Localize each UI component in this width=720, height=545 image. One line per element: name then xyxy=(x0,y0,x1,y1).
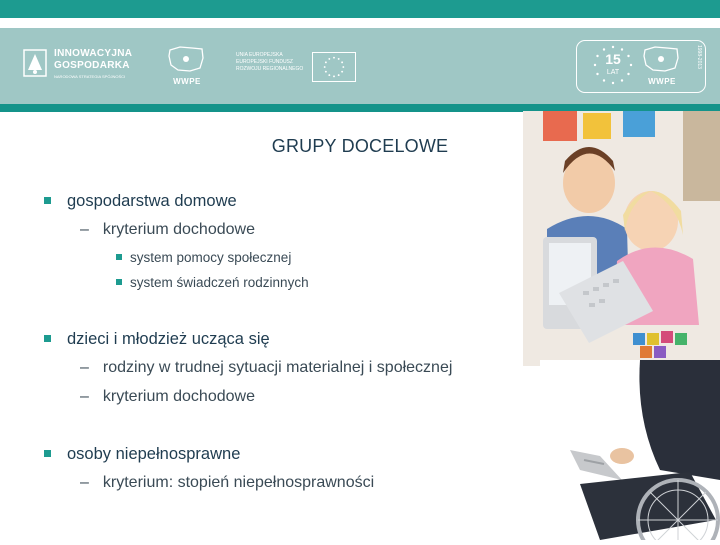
subitem xyxy=(80,359,452,377)
badge-wwpe-logo xyxy=(637,44,687,90)
subitem-label: kryterium: stopień niepełnosprawności xyxy=(102,474,375,491)
poland-map-icon xyxy=(166,44,206,74)
dash-bullet-icon: – xyxy=(80,388,89,405)
children-at-computer-photo xyxy=(523,111,720,366)
subitem-label: kryterium dochodowe xyxy=(102,221,255,238)
section-label: dzieci i młodzież ucząca się xyxy=(67,330,270,348)
subitem xyxy=(80,221,255,239)
wwpe-label: WWPE xyxy=(173,77,201,86)
subitem-label: kryterium dochodowe xyxy=(102,388,255,405)
section-label: osoby niepełnosprawne xyxy=(67,445,241,463)
ig-line2: GOSPODARKA xyxy=(54,60,130,71)
section-label: gospodarstwa domowe xyxy=(67,192,237,210)
wwpe-logo xyxy=(162,44,212,90)
subitem-label: rodziny w trudnej sytuacji materialnej i społecznej xyxy=(102,359,453,376)
section-youth xyxy=(44,330,270,349)
eu-flag-icon xyxy=(312,52,356,82)
eu-line2: EUROPEJSKI FUNDUSZ xyxy=(236,59,293,65)
poland-map-icon xyxy=(641,44,681,74)
point xyxy=(116,250,291,265)
dash-bullet-icon: – xyxy=(80,474,89,491)
eu-fund-logo xyxy=(236,52,358,86)
innowacyjna-gospodarka-logo xyxy=(22,44,152,88)
eu-line1: UNIA EUROPEJSKA xyxy=(236,52,283,58)
point xyxy=(116,275,309,290)
square-bullet-icon xyxy=(44,335,51,342)
wheelchair-laptop-photo xyxy=(540,360,720,540)
fifteen-years-emblem xyxy=(591,43,635,89)
section-disabled xyxy=(44,445,240,464)
badge-years: 1998-2013 xyxy=(696,45,702,69)
top-stripe xyxy=(0,0,720,18)
ig-line3: NARODOWA STRATEGIA SPÓJNOŚCI xyxy=(54,74,126,79)
section-household xyxy=(44,192,237,211)
subitem xyxy=(80,474,374,492)
dash-bullet-icon: – xyxy=(80,359,89,376)
badge-lat: LAT xyxy=(606,69,620,76)
square-bullet-icon xyxy=(116,254,122,260)
square-bullet-icon xyxy=(44,450,51,457)
eu-line3: ROZWOJU REGIONALNEGO xyxy=(236,66,304,72)
slide-title: GRUPY DOCELOWE xyxy=(271,136,449,156)
point-label: system pomocy społecznej xyxy=(130,250,292,265)
ig-mark-icon xyxy=(22,48,48,78)
subitem xyxy=(80,388,255,406)
square-bullet-icon xyxy=(116,279,122,285)
point-label: system świadczeń rodzinnych xyxy=(130,275,309,290)
anniversary-badge xyxy=(576,40,706,93)
ig-line1: INNOWACYJNA xyxy=(54,48,133,59)
dash-bullet-icon: – xyxy=(80,221,89,238)
badge-wwpe-label: WWPE xyxy=(648,77,676,86)
badge-number: 15 xyxy=(605,51,621,67)
square-bullet-icon xyxy=(44,197,51,204)
